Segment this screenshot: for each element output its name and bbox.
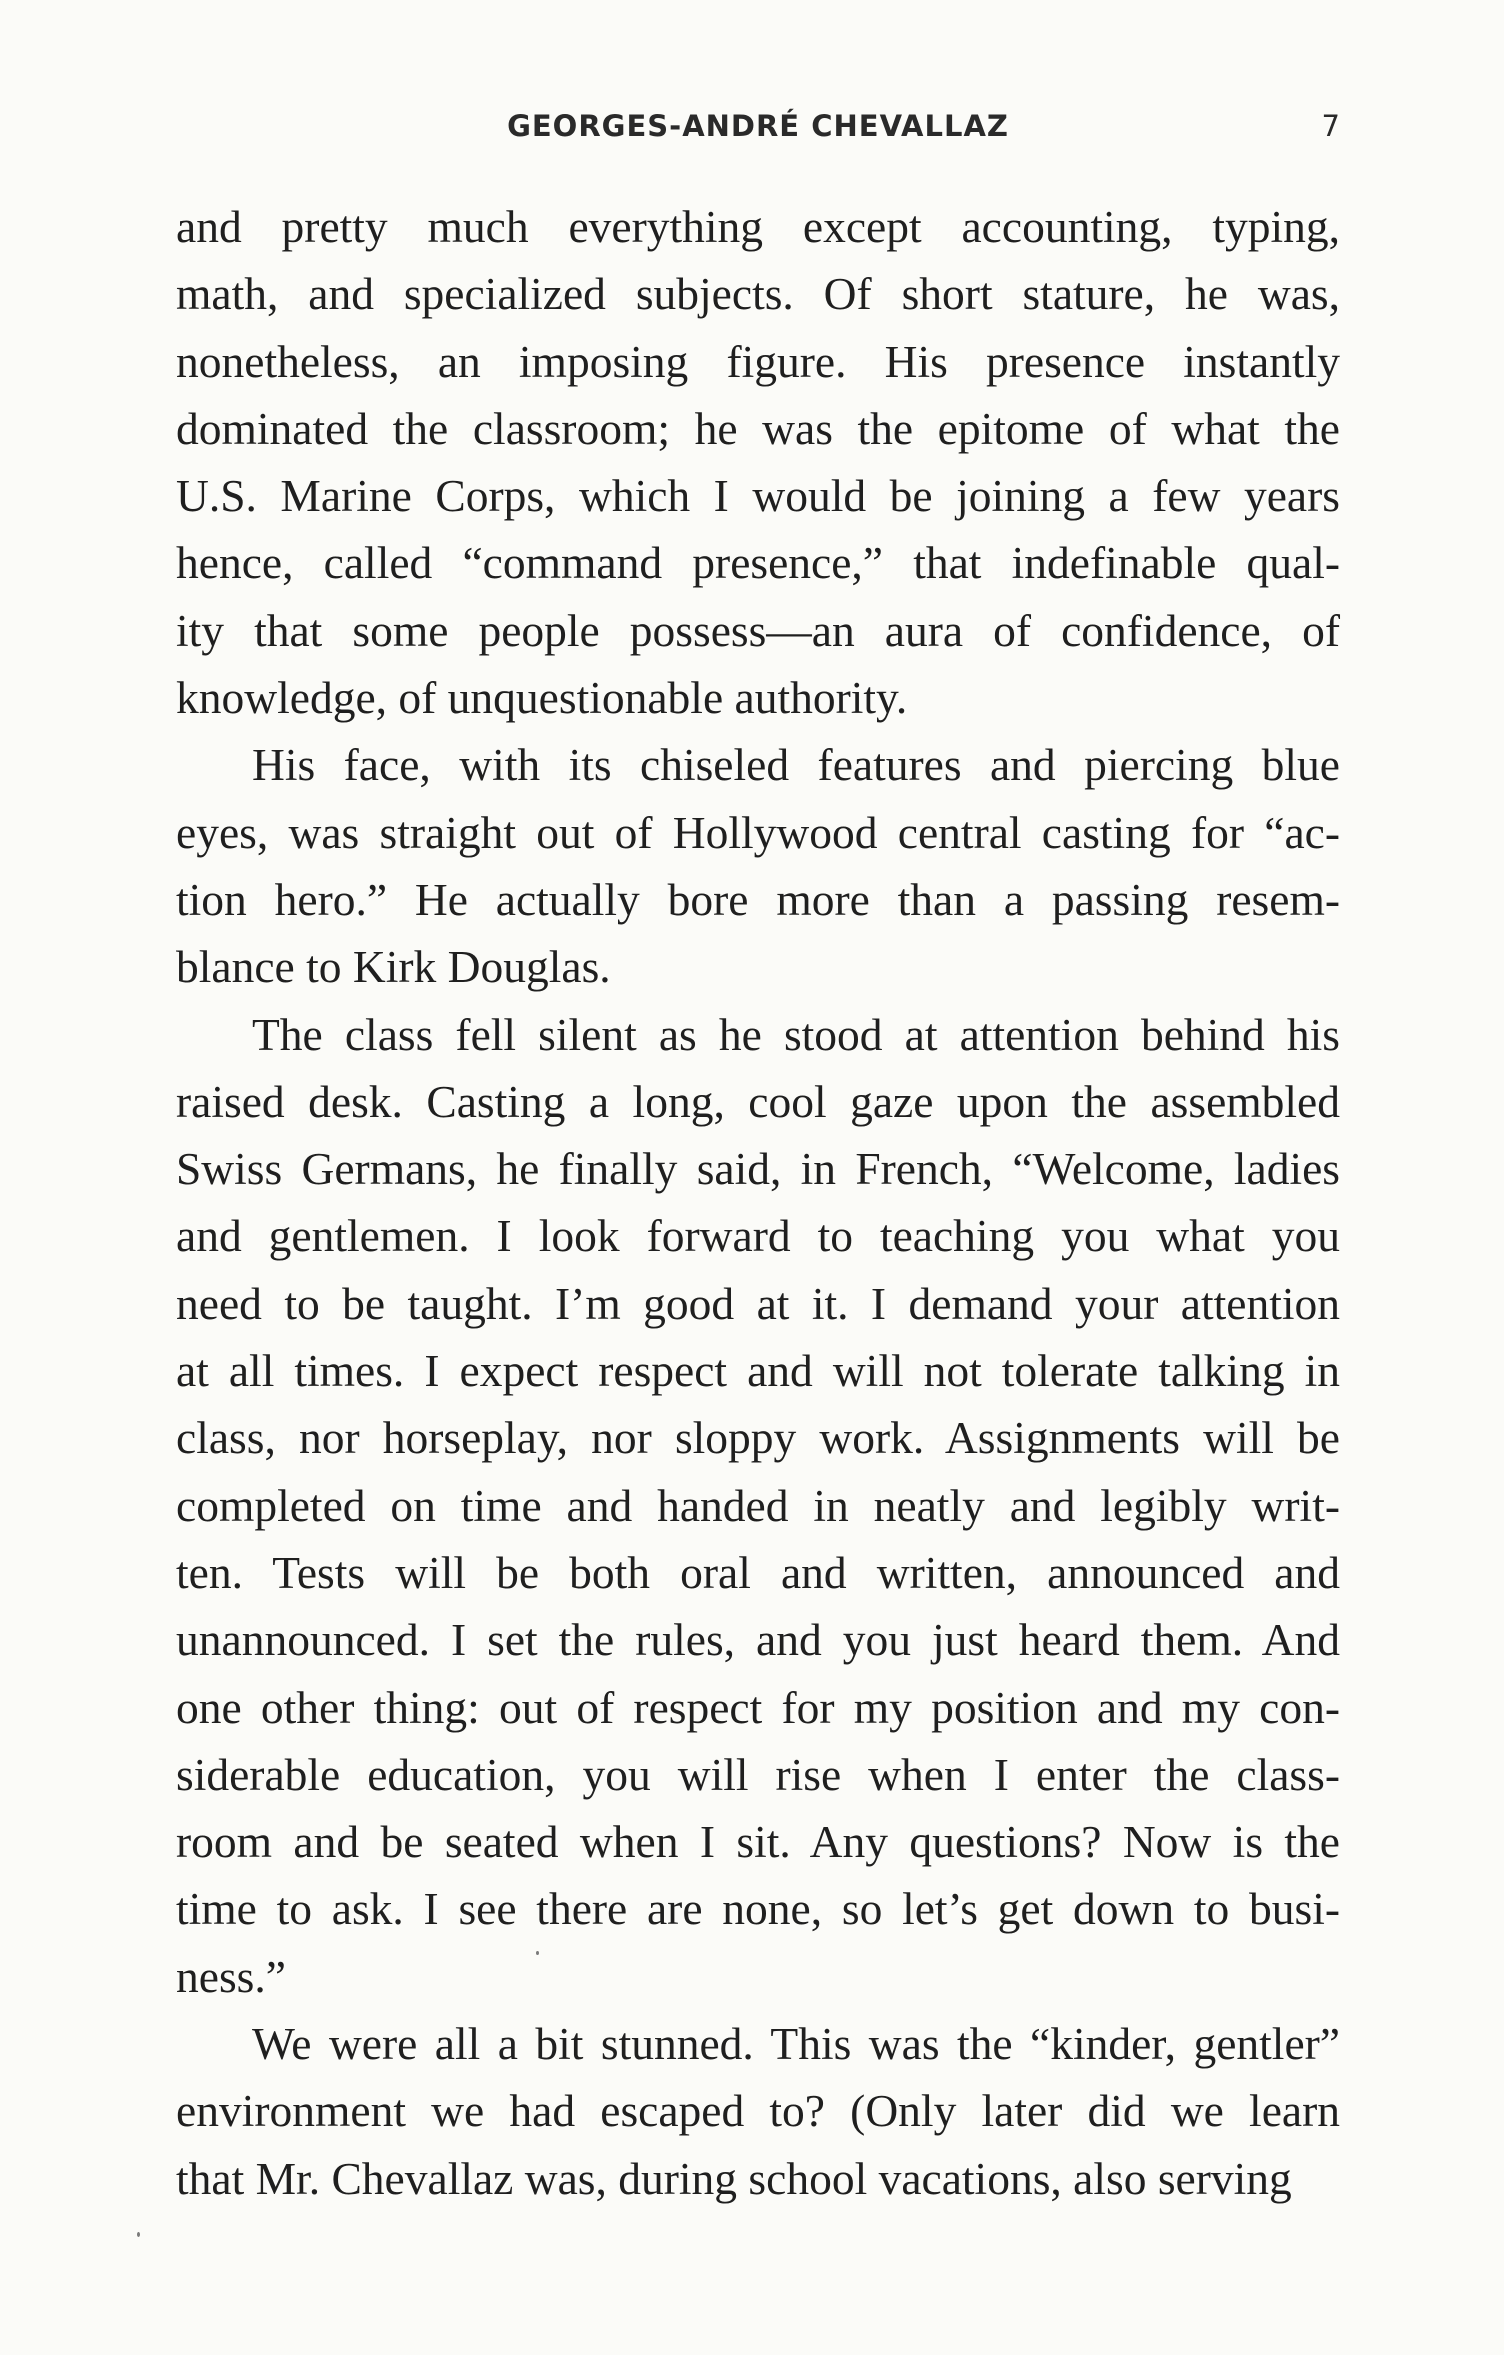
text-line: at all times. I expect respect and will not tolerate talking in — [176, 1345, 1340, 1397]
text-line: environment we had escaped to? (Only later did we learn — [176, 2085, 1340, 2137]
text-line: blance to Kirk Douglas. — [176, 941, 611, 993]
paragraph — [176, 731, 1340, 1000]
text-line: room and be seated when I sit. Any questions? Now is the — [176, 1816, 1340, 1868]
text-line: His face, with its chiseled features and piercing blue — [252, 739, 1340, 791]
text-line: ness.” — [176, 1950, 286, 2002]
page-number: 7 — [1321, 109, 1340, 143]
text-line: eyes, was straight out of Hollywood central casting for “ac- — [176, 806, 1340, 858]
text-line: The class fell silent as he stood at attention behind his — [252, 1008, 1340, 1060]
text-line: ten. Tests will be both oral and written, announced and — [176, 1546, 1340, 1598]
text-line: nonetheless, an imposing figure. His presence instantly — [176, 335, 1340, 387]
text-line: and gentlemen. I look forward to teaching you what you — [176, 1210, 1340, 1262]
text-line: tion hero.” He actually bore more than a passing resem- — [176, 873, 1340, 925]
text-line: math, and specialized subjects. Of short stature, he was, — [176, 268, 1340, 320]
text-line: knowledge, of unquestionable authority. — [176, 672, 908, 724]
text-line: one other thing: out of respect for my position and my con- — [176, 1681, 1340, 1733]
running-header — [176, 106, 1340, 146]
text-line: We were all a bit stunned. This was the “kinder, gentler” — [252, 2018, 1340, 2070]
text-line: raised desk. Casting a long, cool gaze upon the assembled — [176, 1075, 1340, 1127]
paragraph — [176, 193, 1340, 731]
paragraph — [176, 2010, 1340, 2212]
text-line: completed on time and handed in neatly and legibly writ- — [176, 1479, 1340, 1531]
body-text — [176, 193, 1340, 2212]
text-line: ity that some people possess—an aura of confidence, of — [176, 604, 1340, 656]
scan-speck — [137, 2232, 140, 2237]
text-line: that Mr. Chevallaz was, during school vacations, also serving — [176, 2152, 1292, 2204]
paragraph — [176, 1001, 1340, 2010]
text-line: U.S. Marine Corps, which I would be joining a few years — [176, 470, 1340, 522]
text-line: unannounced. I set the rules, and you just heard them. And — [176, 1614, 1340, 1666]
text-line: hence, called “command presence,” that indefinable qual- — [176, 537, 1340, 589]
text-line: time to ask. I see there are none, so let’s get down to busi- — [176, 1883, 1340, 1935]
text-line: need to be taught. I’m good at it. I demand your attention — [176, 1277, 1340, 1329]
text-line: class, nor horseplay, nor sloppy work. Assignments will be — [176, 1412, 1340, 1464]
text-line: siderable education, you will rise when I enter the class- — [176, 1748, 1340, 1800]
scan-speck — [536, 1951, 539, 1955]
text-line: dominated the classroom; he was the epitome of what the — [176, 402, 1340, 454]
running-title: GEORGES-ANDRÉ CHEVALLAZ — [507, 109, 1009, 143]
text-line: and pretty much everything except accounting, typing, — [176, 201, 1340, 252]
text-line: Swiss Germans, he finally said, in French, “Welcome, ladies — [176, 1143, 1340, 1195]
